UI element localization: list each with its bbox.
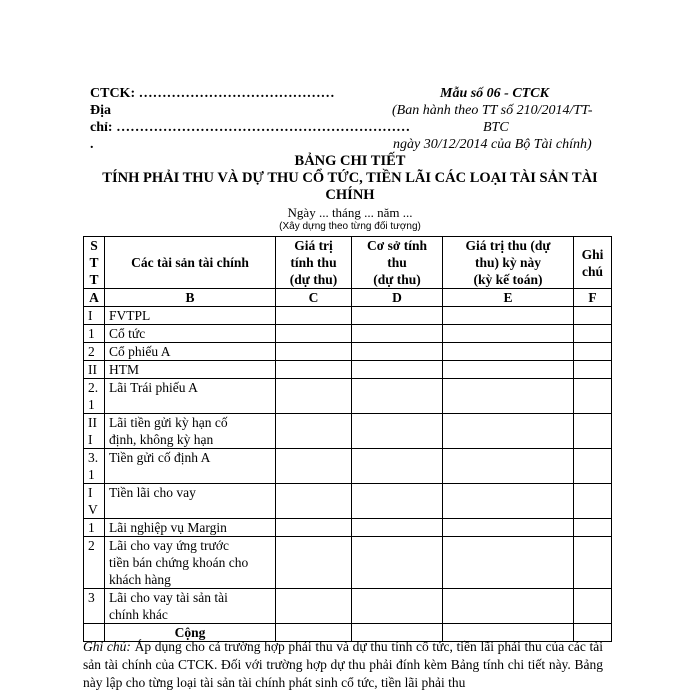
asset-name-cell: Tiền lãi cho vay [105, 484, 276, 519]
empty-value-cell [443, 343, 574, 361]
table-body [84, 307, 612, 624]
title-line-1: BẢNG CHI TIẾT [294, 153, 406, 169]
title-line-3: CHÍNH [325, 187, 375, 203]
issued-line-3: ngày 30/12/2014 của Bộ Tài chính) [393, 137, 592, 152]
empty-value-cell [352, 449, 443, 484]
empty-value-cell [574, 379, 612, 414]
empty-value-cell [352, 307, 443, 325]
empty-value-cell [276, 361, 352, 379]
address-dot: . [90, 137, 94, 152]
empty-value-cell [276, 325, 352, 343]
empty-value-cell [443, 414, 574, 449]
address-label: Địa [90, 103, 111, 118]
header-row [84, 237, 612, 289]
stt-cell: 3. 1 [84, 449, 105, 484]
form-number: Mẫu số 06 - CTCK [440, 86, 549, 101]
letter-cell: A [84, 289, 105, 307]
table-row [84, 414, 612, 449]
empty-value-cell [276, 379, 352, 414]
table-row [84, 361, 612, 379]
empty-value-cell [352, 343, 443, 361]
letter-cell: C [276, 289, 352, 307]
empty-value-cell [352, 414, 443, 449]
empty-value-cell [574, 537, 612, 589]
empty-value-cell [352, 325, 443, 343]
table-row [84, 325, 612, 343]
stt-cell: 1 [84, 519, 105, 537]
asset-name-cell: Cổ phiếu A [105, 343, 276, 361]
empty-value-cell [443, 537, 574, 589]
table-row [84, 519, 612, 537]
asset-name-cell: Lãi tiền gửi kỳ hạn cố định, không kỳ hạn [105, 414, 276, 449]
table-row [84, 537, 612, 589]
empty-value-cell [276, 414, 352, 449]
empty-value-cell [352, 379, 443, 414]
asset-header: Các tài sản tài chính [105, 237, 276, 289]
stt-header: S T T [84, 237, 105, 289]
stt-cell: 2. 1 [84, 379, 105, 414]
empty-value-cell [352, 484, 443, 519]
object-note: (Xây dựng theo từng đối tượng) [279, 221, 421, 232]
stt-cell: 3 [84, 589, 105, 624]
empty-value-cell [443, 307, 574, 325]
footer-label: Ghi chú: [83, 639, 131, 654]
letter-cell: E [443, 289, 574, 307]
footer-note [83, 638, 603, 692]
total-label: Cộng [105, 624, 276, 642]
table-row [84, 343, 612, 361]
empty-value-cell [276, 343, 352, 361]
empty-value-cell [443, 361, 574, 379]
col-c-header: Giá trị tính thu (dự thu) [276, 237, 352, 289]
empty-value-cell [276, 449, 352, 484]
stt-cell: 1 [84, 325, 105, 343]
financial-assets-table [83, 236, 612, 642]
empty-value-cell [574, 519, 612, 537]
empty-value-cell [352, 537, 443, 589]
empty-value-cell [352, 361, 443, 379]
empty-value-cell [574, 307, 612, 325]
address-chi-label: chỉ: [90, 120, 113, 135]
stt-cell: I [84, 307, 105, 325]
letters-row [84, 289, 612, 307]
address-dots: ……………………………………………………… [116, 120, 411, 135]
stt-cell: I V [84, 484, 105, 519]
asset-name-cell: HTM [105, 361, 276, 379]
stt-cell: 2 [84, 343, 105, 361]
col-e-header: Giá trị thu (dự thu) kỳ này (kỳ kế toán) [443, 237, 574, 289]
col-d-header: Cơ sở tính thu (dự thu) [352, 237, 443, 289]
stt-cell: II [84, 361, 105, 379]
stt-cell: 2 [84, 537, 105, 589]
empty-value-cell [574, 589, 612, 624]
empty-value-cell [574, 343, 612, 361]
empty-value-cell [276, 537, 352, 589]
table-row [84, 449, 612, 484]
ctck-line [90, 85, 335, 102]
letter-cell: F [574, 289, 612, 307]
empty-value-cell [443, 449, 574, 484]
empty-value-cell [352, 589, 443, 624]
empty-value-cell [276, 589, 352, 624]
letter-cell: B [105, 289, 276, 307]
address-line [90, 119, 410, 136]
empty-value-cell [574, 484, 612, 519]
title-line-2: TÍNH PHẢI THU VÀ DỰ THU CỔ TỨC, TIỀN LÃI CÁC LOẠI TÀI SẢN TÀI [102, 170, 598, 186]
col-f-header: Ghi chú [574, 237, 612, 289]
empty-value-cell [352, 519, 443, 537]
empty-value-cell [443, 519, 574, 537]
stt-cell: II I [84, 414, 105, 449]
table-row [84, 307, 612, 325]
empty-value-cell [443, 379, 574, 414]
empty-value-cell [276, 484, 352, 519]
ctck-dots: …………………………………… [138, 86, 335, 101]
issued-line-2: BTC [483, 120, 509, 135]
letter-cell: D [352, 289, 443, 307]
issued-line-1: (Ban hành theo TT số 210/2014/TT- [392, 103, 593, 118]
asset-name-cell: Lãi nghiệp vụ Margin [105, 519, 276, 537]
table-row [84, 589, 612, 624]
asset-name-cell: Lãi cho vay ứng trước tiền bán chứng khoán cho khách hàng [105, 537, 276, 589]
table-row [84, 379, 612, 414]
ctck-label: CTCK: [90, 86, 136, 101]
empty-value-cell [574, 414, 612, 449]
empty-value-cell [443, 589, 574, 624]
empty-value-cell [574, 325, 612, 343]
asset-name-cell: FVTPL [105, 307, 276, 325]
empty-value-cell [276, 307, 352, 325]
empty-value-cell [276, 519, 352, 537]
asset-name-cell: Tiền gửi cố định A [105, 449, 276, 484]
empty-value-cell [443, 325, 574, 343]
asset-name-cell: Lãi Trái phiếu A [105, 379, 276, 414]
empty-value-cell [574, 449, 612, 484]
asset-name-cell: Cổ tức [105, 325, 276, 343]
asset-name-cell: Lãi cho vay tài sản tài chính khác [105, 589, 276, 624]
empty-value-cell [443, 484, 574, 519]
table-row [84, 484, 612, 519]
date-line: Ngày ... tháng ... năm ... [287, 205, 413, 220]
empty-value-cell [574, 361, 612, 379]
footer-text: Áp dụng cho cả trường hợp phải thu và dự thu tính cổ tức, tiền lãi phải thu của các tài sản tài chính của CTCK. Đối với trường hợp dự thu phải đính kèm Bảng tính chi tiết này. Bảng này lập cho từng loại tài sản tài chính phát sinh cổ tức, tiền lãi phải thu [83, 639, 603, 690]
